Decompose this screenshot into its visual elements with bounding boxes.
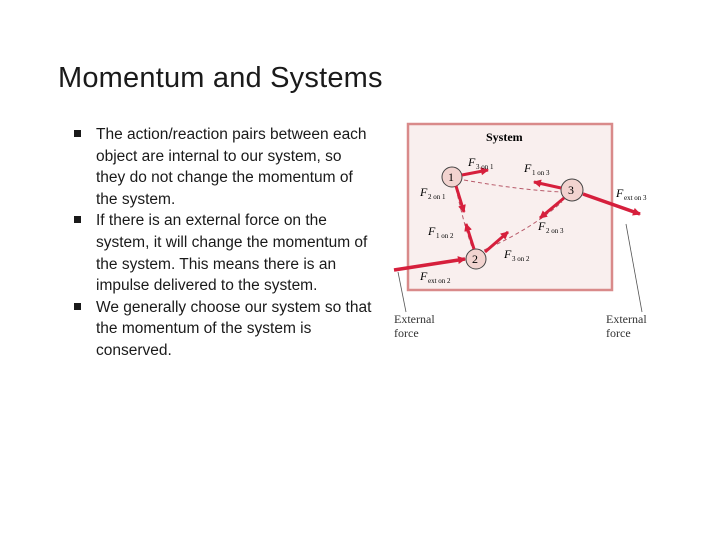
system-label: System [486,130,523,144]
system-diagram-svg [390,120,690,350]
bullet-list [72,124,372,362]
object-3-label: 3 [568,183,574,197]
bullet-item [72,297,372,362]
external-force-left-line2: force [394,326,419,340]
bullet-item [72,124,372,210]
svg-text:F: F [524,161,532,175]
bullet-text: If there is an external force on the system, it will change the momentum of the system. This means there is an impulse delivered to the system. [96,212,368,295]
svg-text:ext on 3: ext on 3 [624,194,647,202]
svg-text:ext on 2: ext on 2 [428,277,451,285]
external-force-right-line1: External [606,312,647,326]
svg-text:3 on 2: 3 on 2 [512,255,530,263]
svg-text:F: F [428,224,436,238]
external-force-right-line2: force [606,326,631,340]
object-1-label: 1 [448,170,454,184]
svg-text:F: F [538,219,546,233]
system-diagram [390,120,690,350]
external-right-pointer [626,224,642,312]
svg-text:F: F [504,247,512,261]
svg-text:F: F [420,185,428,199]
svg-text:F: F [468,155,476,169]
object-2-label: 2 [472,252,478,266]
external-force-left-line1: External [394,312,435,326]
svg-text:1 on 2: 1 on 2 [436,232,454,240]
bullet-marker [74,216,81,223]
svg-text:1 on 3: 1 on 3 [532,169,550,177]
bullet-marker [74,130,81,137]
bullet-item [72,210,372,296]
svg-text:F: F [420,269,428,283]
slide-title: Momentum and Systems [58,62,383,94]
svg-text:2 on 3: 2 on 3 [546,227,564,235]
force-label-ext-on-3 [615,186,647,202]
external-left-pointer [398,272,406,312]
svg-text:2 on 1: 2 on 1 [428,193,446,201]
bullet-text: We generally choose our system so that the momentum of the system is conserved. [96,298,372,359]
svg-text:3 on 1: 3 on 1 [476,163,494,171]
bullet-marker [74,303,81,310]
system-box [408,124,612,290]
svg-text:F: F [616,186,624,200]
bullet-text: The action/reaction pairs between each object are internal to our system, so they do not change the momentum of the system. [96,126,367,208]
